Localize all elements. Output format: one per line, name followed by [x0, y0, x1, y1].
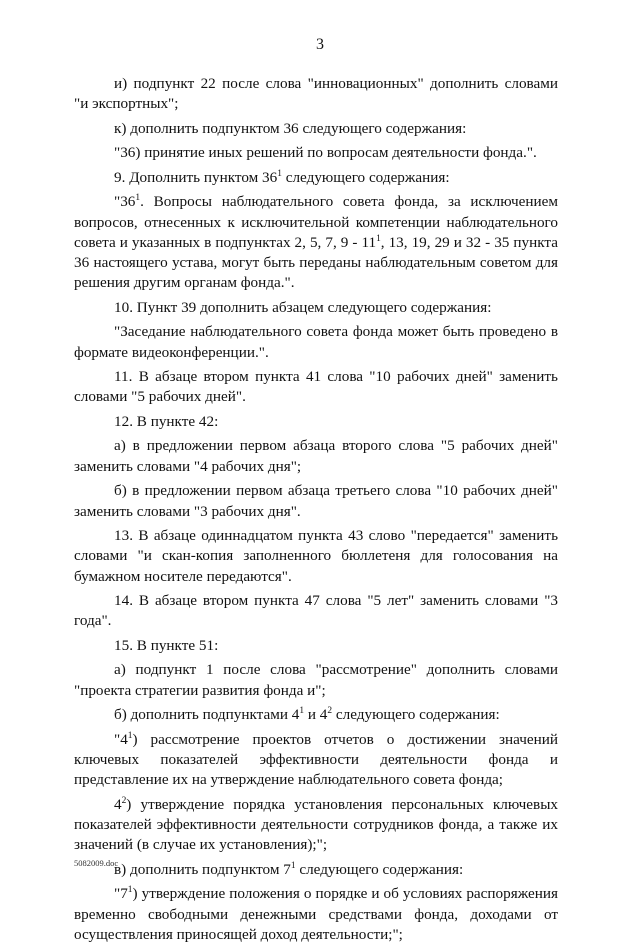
paragraph: к) дополнить подпунктом 36 следующего содержания:	[114, 119, 467, 137]
superscript: 1	[376, 233, 381, 244]
paragraph: 15. В пункте 51:	[114, 636, 219, 654]
superscript: 1	[299, 706, 305, 717]
paragraph: $4^2$) утверждение порядка установления персональных ключевых показателей эффективности деятельности сотрудников фонда, а также их значений (в случае их установления);";	[74, 795, 558, 854]
paragraph: "$36^1$. Вопросы наблюдательного совета фонда, за исключением вопросов, отнесенных к исключительной компетенции наблюдательного совета и указанных в подпунктах 2, 5, 7, $9 - 11^1$, 13, 19, 29 и 32 - 35 пункта 36 настоящего устава, могут быть переданы наблюдательным советом для решения другим органам фонда.".	[74, 193, 558, 292]
document-body	[74, 74, 558, 949]
superscript: 1	[135, 193, 141, 204]
paragraph: 12. В пункте 42:	[114, 412, 219, 430]
superscript: 2	[327, 706, 333, 717]
paragraph: 11. В абзаце втором пункта 41 слова "10 рабочих дней" заменить словами "5 рабочих дней".	[74, 368, 558, 406]
paragraph: 10. Пункт 39 дополнить абзацем следующего содержания:	[114, 298, 492, 316]
paragraph: 9. Дополнить пунктом $36^1$ следующего содержания:	[114, 168, 450, 186]
superscript: 1	[127, 885, 133, 896]
paragraph: "$4^1$) рассмотрение проектов отчетов о достижении значений ключевых показателей эффективности деятельности фонда и представление их на утверждение наблюдательного совета фонда;	[74, 730, 558, 789]
paragraph: "36) принятие иных решений по вопросам деятельности фонда.".	[114, 144, 537, 162]
paragraph: а) подпункт 1 после слова "рассмотрение" дополнить словами "проекта стратегии развития фонда и";	[74, 661, 558, 699]
file-name-footer: 5082009.doc	[74, 858, 119, 868]
paragraph: 13. В абзаце одиннадцатом пункта 43 слово "передается" заменить словами "и скан-копия заполненного бюллетеня для голосования на бумажном носителе передаются".	[74, 527, 558, 585]
superscript: 1	[290, 860, 296, 871]
superscript: 1	[277, 168, 282, 179]
paragraph: и) подпункт 22 после слова "инновационных" дополнить словами "и экспортных";	[74, 75, 558, 113]
paragraph: а) в предложении первом абзаца второго слова "5 рабочих дней" заменить словами "4 рабочих дня";	[74, 437, 558, 475]
superscript: 2	[121, 795, 127, 806]
paragraph: "$7^1$) утверждение положения о порядке и об условиях распоряжения временно свободными денежными средствами фонда, доходами от осуществления приносящей доход деятельности;";	[74, 885, 558, 943]
paragraph: в) дополнить подпунктом $7^1$ следующего содержания:	[114, 860, 464, 878]
paragraph: б) дополнить подпунктами $4^1$ и $4^2$ следующего содержания:	[114, 706, 500, 724]
paragraph: 14. В абзаце втором пункта 47 слова "5 лет" заменить словами "3 года".	[74, 592, 558, 630]
page-number: 3	[316, 36, 324, 53]
superscript: 1	[127, 730, 133, 741]
paragraph: б) в предложении первом абзаца третьего слова "10 рабочих дней" заменить словами "3 рабочих дня".	[74, 482, 558, 520]
paragraph: "Заседание наблюдательного совета фонда может быть проведено в формате видеоконференции.".	[74, 323, 558, 361]
